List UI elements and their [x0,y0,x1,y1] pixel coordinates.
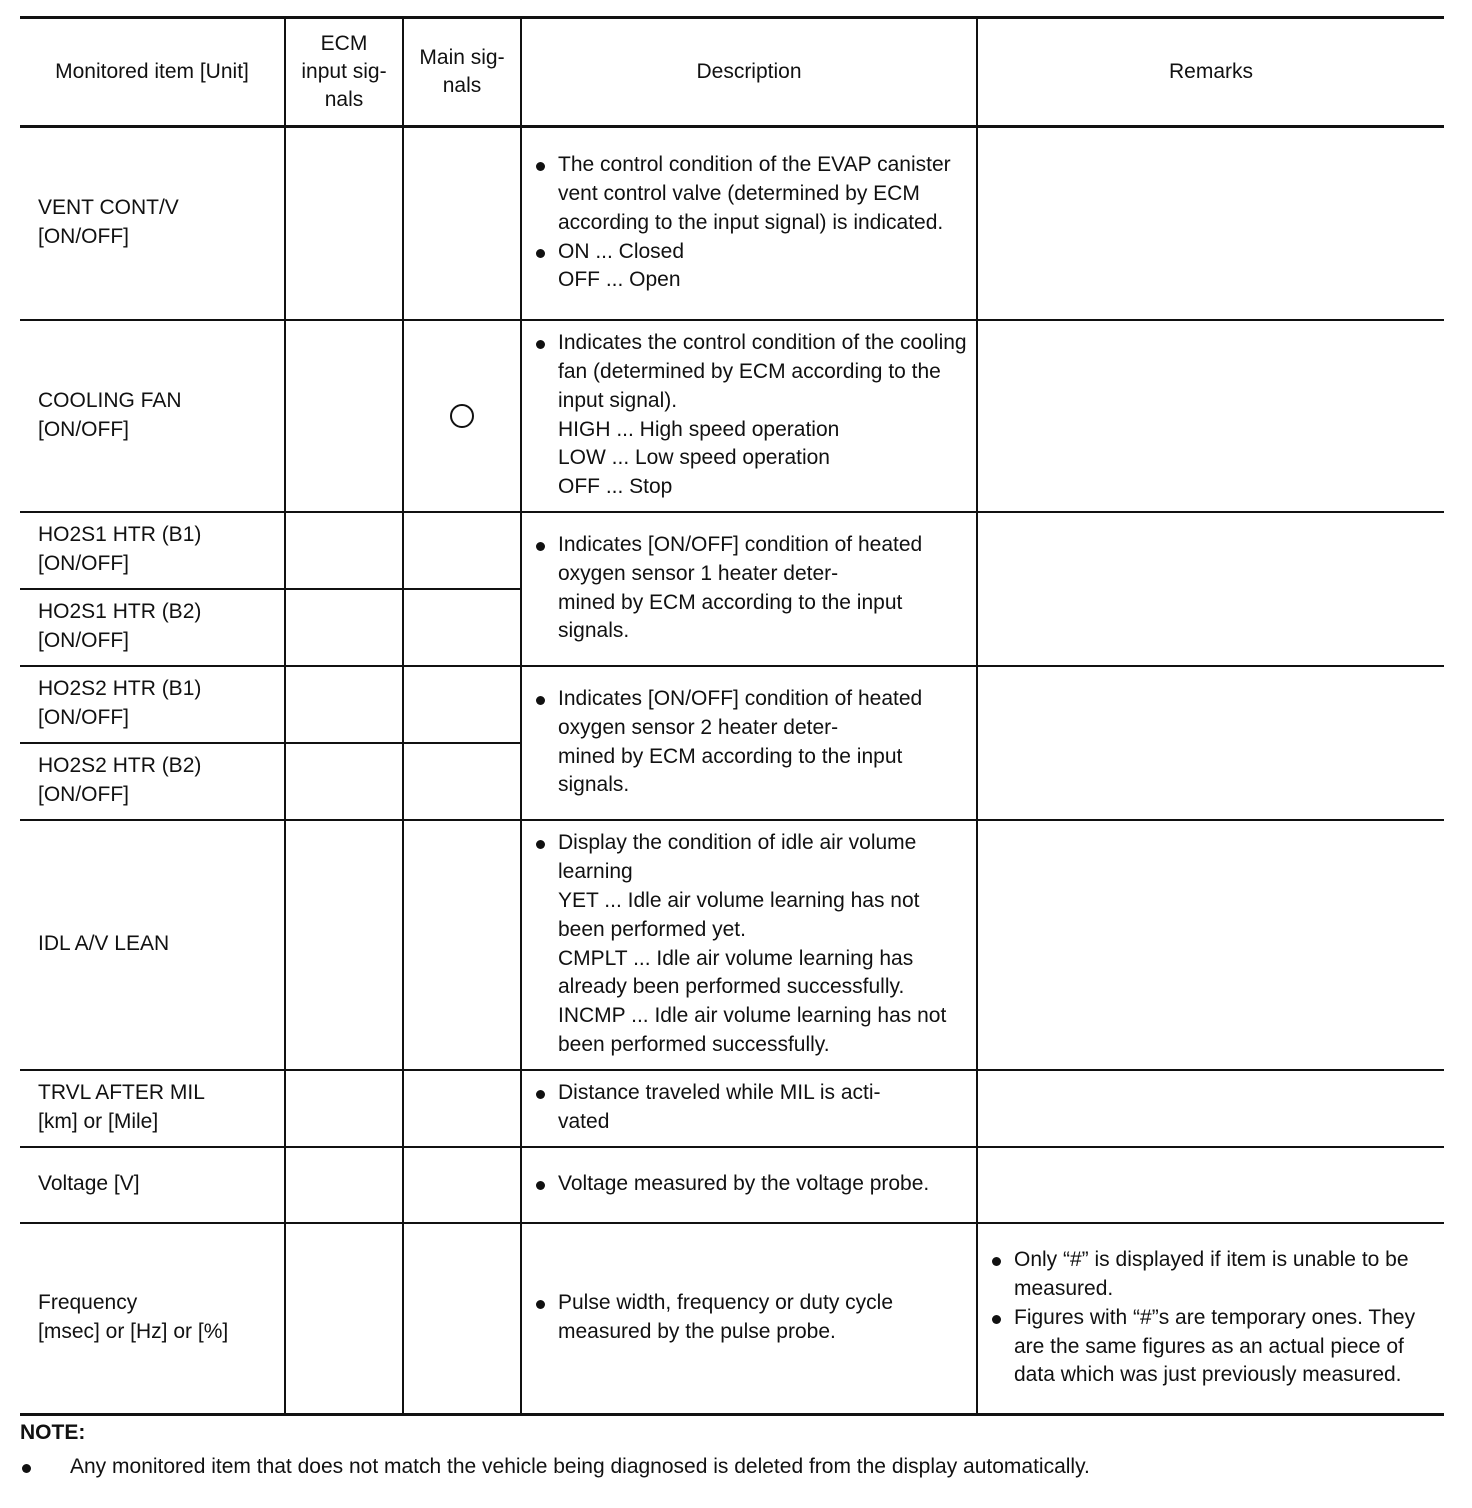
main-signal-cell [403,1147,521,1223]
remarks-cell [977,127,1444,320]
table-row [20,1147,1444,1223]
description-cell [521,1147,977,1223]
description-bullet: Display the condition of idle air volume learning YET ... Idle air volume learning has not been performed yet. CMPLT ... Idle air volume learning has already been performed successfully. INCMP ... Idle air volume learning has not been performed successfully. [532,829,968,1059]
description-bullet: Indicates [ON/OFF] condition of heated oxygen sensor 2 heater deter- mined by ECM according to the input signals. [532,685,968,800]
item-cell: Frequency [msec] or [Hz] or [%] [20,1223,285,1415]
item-cell: IDL A/V LEAN [20,820,285,1070]
table-header-row [20,18,1444,127]
main-signal-cell [403,320,521,512]
description-cell [521,666,977,820]
item-cell: HO2S1 HTR (B1) [ON/OFF] [20,512,285,589]
ecm-signal-cell [285,820,403,1070]
description-cell [521,1223,977,1415]
description-cell [521,127,977,320]
main-signal-cell [403,1223,521,1415]
table-row [20,666,1444,743]
item-cell: VENT CONT/V [ON/OFF] [20,127,285,320]
description-bullet: Distance traveled while MIL is acti- vated [532,1079,968,1137]
item-cell: HO2S1 HTR (B2) [ON/OFF] [20,589,285,666]
remarks-cell [977,820,1444,1070]
item-cell: HO2S2 HTR (B2) [ON/OFF] [20,743,285,820]
remarks-bullet: Only “#” is displayed if item is unable to be measured. [988,1246,1436,1304]
main-signal-cell [403,127,521,320]
monitored-items-table [20,16,1444,1416]
description-cell [521,320,977,512]
table-row [20,1070,1444,1147]
item-cell: COOLING FAN [ON/OFF] [20,320,285,512]
remarks-cell [977,1147,1444,1223]
document [20,16,1444,1482]
main-signal-cell [403,512,521,589]
table-row [20,820,1444,1070]
remarks-cell [977,666,1444,820]
main-signal-cell [403,743,521,820]
header-main-signals: Main sig- nals [403,18,521,127]
header-ecm-input-signals: ECM input sig- nals [285,18,403,127]
item-cell: Voltage [V] [20,1147,285,1223]
item-cell: HO2S2 HTR (B1) [ON/OFF] [20,666,285,743]
remarks-bullet: Figures with “#”s are temporary ones. They are the same figures as an actual piece of data which was just previously measured. [988,1304,1436,1390]
ecm-signal-cell [285,512,403,589]
note-text: Any monitored item that does not match the vehicle being diagnosed is deleted from the display automatically. [20,1452,1444,1482]
description-bullet: Voltage measured by the voltage probe. [532,1170,968,1199]
remarks-cell [977,320,1444,512]
table-row [20,320,1444,512]
remarks-cell [977,512,1444,666]
header-monitored-item: Monitored item [Unit] [20,18,285,127]
ecm-signal-cell [285,589,403,666]
header-remarks: Remarks [977,18,1444,127]
table-row [20,127,1444,320]
ecm-signal-cell [285,320,403,512]
header-description: Description [521,18,977,127]
description-bullet: The control condition of the EVAP canister vent control valve (determined by ECM according to the input signal) is indicated. [532,151,968,237]
ecm-signal-cell [285,127,403,320]
table-row [20,1223,1444,1415]
ecm-signal-cell [285,666,403,743]
description-bullet: ON ... Closed OFF ... Open [532,238,968,296]
description-bullet: Pulse width, frequency or duty cycle measured by the pulse probe. [532,1289,968,1347]
description-bullet: Indicates the control condition of the cooling fan (determined by ECM according to the input signal). HIGH ... High speed operation LOW ... Low speed operation OFF ... Stop [532,329,968,502]
ecm-signal-cell [285,1147,403,1223]
main-signal-cell [403,589,521,666]
main-signal-cell [403,666,521,743]
item-cell: TRVL AFTER MIL [km] or [Mile] [20,1070,285,1147]
description-bullet: Indicates [ON/OFF] condition of heated oxygen sensor 1 heater deter- mined by ECM according to the input signals. [532,531,968,646]
table-row [20,512,1444,589]
description-cell [521,1070,977,1147]
description-cell [521,512,977,666]
main-signal-cell [403,1070,521,1147]
main-signal-cell [403,820,521,1070]
note-title: NOTE: [20,1421,86,1444]
circle-mark-icon [450,404,474,428]
remarks-cell [977,1223,1444,1415]
note-section [20,1418,1444,1482]
ecm-signal-cell [285,1070,403,1147]
ecm-signal-cell [285,743,403,820]
ecm-signal-cell [285,1223,403,1415]
description-cell [521,820,977,1070]
remarks-cell [977,1070,1444,1147]
